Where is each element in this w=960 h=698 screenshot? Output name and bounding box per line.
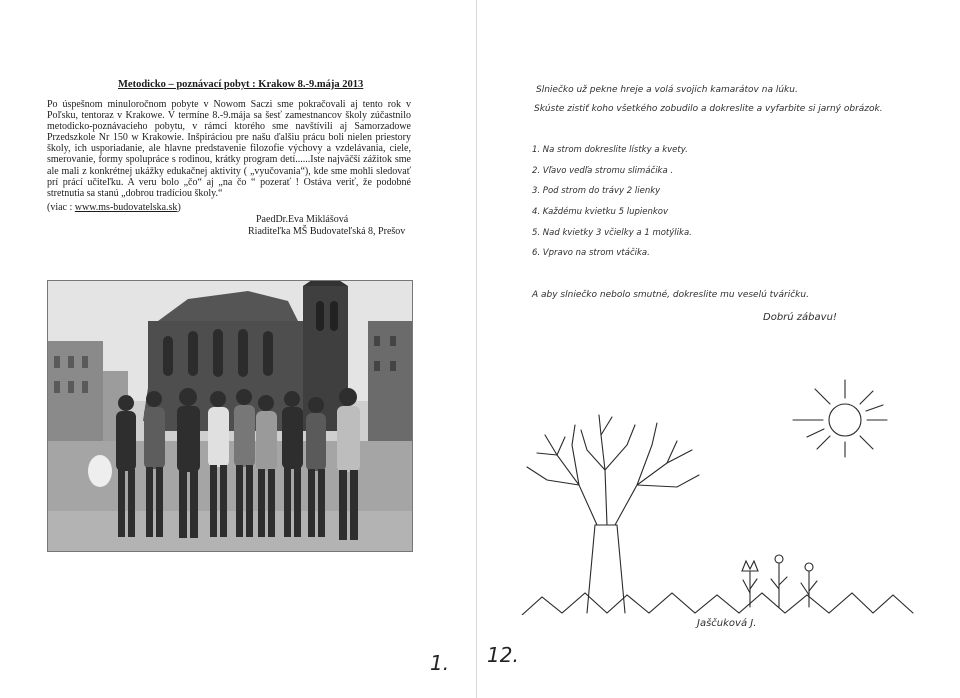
flowers-icon: [742, 555, 817, 607]
right-page: [477, 0, 960, 698]
article-title: Metodicko – poznávací pobyt : Krakow 8.-9.mája 2013: [118, 79, 364, 90]
task-item: 1. Na strom dokreslite lístky a kvety.: [532, 145, 688, 155]
closing-line: A aby slniečko nebolo smutné, dokreslite mu veselú tváričku.: [532, 290, 809, 300]
page-number-right: 12.: [487, 643, 519, 667]
more-info-line: [47, 202, 181, 213]
worksheet-intro-line1: Slniečko už pekne hreje a volá svojich kamarátov na lúku.: [536, 85, 798, 95]
spring-drawing: [517, 375, 917, 615]
sun-icon: [793, 380, 887, 457]
website-link[interactable]: www.ms-budovatelska.sk: [74, 202, 178, 213]
more-suffix: ): [177, 202, 181, 213]
group-photo: [47, 280, 413, 552]
page-number-left: 1.: [430, 651, 450, 675]
cheer-line: Dobrú zábavu!: [763, 312, 837, 323]
grass-line: [522, 593, 913, 615]
task-item: 2. Vľavo vedľa stromu slimáčika .: [532, 166, 674, 176]
task-item: 6. Vpravo na strom vtáčika.: [532, 248, 650, 258]
left-page: [0, 0, 476, 698]
group-photo-illustration: [48, 281, 412, 551]
task-item: 4. Každému kvietku 5 lupienkov: [532, 207, 669, 217]
signature-name: PaedDr.Eva Miklášová: [256, 214, 349, 225]
article-body: Po úspešnom minuloročnom pobyte v Nowom Saczi sme pokračovali aj tento rok v Poľsku, tentoraz v Krakowe. V termíne 8.-9.mája sa šesť zamestnancov školy zúčastnilo metodicko-poznávacieho pobytu, v rámci ktorého sme navštívili aj Samorzadowe Przedszkole Nr 150 w Krakowie. Inšpiráciou pre našu ďalšiu prácu boli nielen priestory školy, ich usporiadanie, ale hlavne predstavenie filozofie výchovy a vzdelávania, ciele, smerovanie, formy spolupráce s rodinou, krátky program detí......Iste najväčší zážitok sme ale mali z konkrétnej ukážky edukačnej aktivity ( „vyučovania“), kde sme mohli sledovať prí prácí učiteľku. A veru bolo „čo“ aj „na čo “ pozerať ! Ostáva veriť, že podobné stretnutia sa stanú „dobrou tradíciou školy.“: [47, 99, 411, 199]
more-prefix: (viac :: [47, 202, 75, 213]
author-signature: Jaščuková J.: [697, 618, 757, 629]
signature-role: Riaditeľka MŠ Budovateľská 8, Prešov: [248, 226, 406, 237]
task-item: 5. Nad kvietky 3 včielky a 1 motýlika.: [532, 228, 692, 238]
worksheet-intro-line2: Skúste zistiť koho všetkého zobudilo a dokreslite a vyfarbite si jarný obrázok.: [534, 104, 883, 114]
task-item: 3. Pod strom do trávy 2 lienky: [532, 186, 661, 196]
article-signature: [248, 214, 405, 238]
tree-icon: [527, 415, 699, 613]
